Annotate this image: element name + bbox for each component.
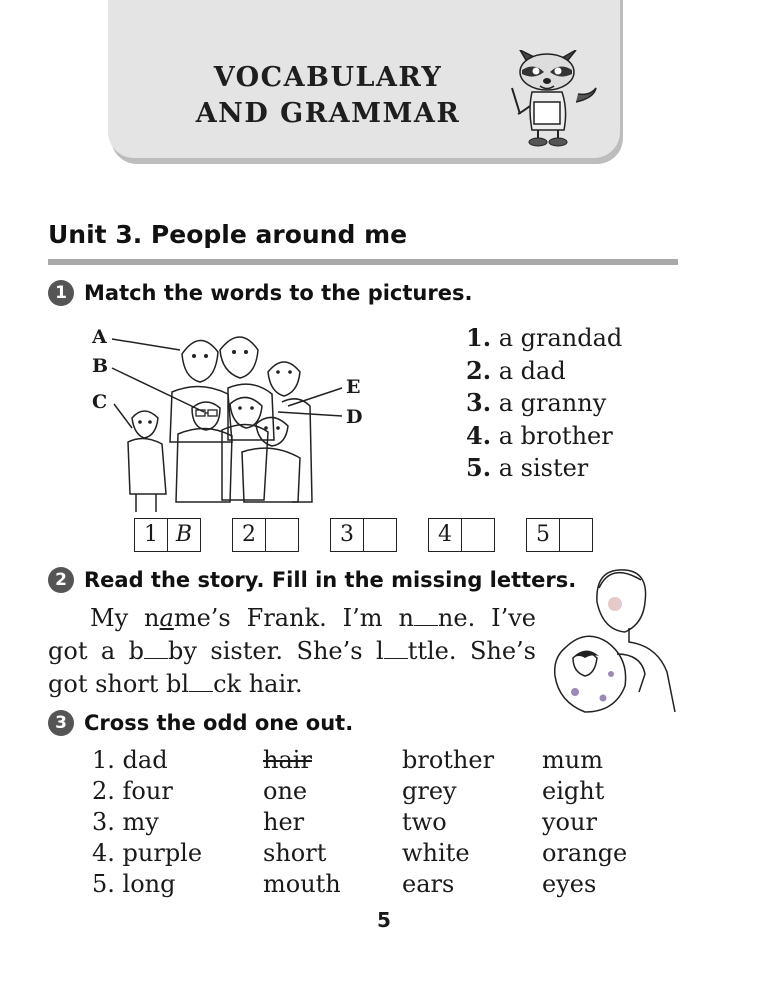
- picture-label-e: E: [346, 376, 361, 398]
- word-item: 3. a granny: [466, 388, 607, 417]
- odd-word[interactable]: 5. long: [92, 870, 176, 898]
- missing-letter-blank[interactable]: [189, 671, 213, 692]
- picture-label-a: A: [92, 326, 107, 348]
- answer-box-number: 1: [144, 522, 158, 547]
- answer-box-number: 3: [340, 522, 354, 547]
- answer-box-4[interactable]: [428, 518, 495, 552]
- missing-letter-blank[interactable]: [144, 638, 168, 659]
- odd-word[interactable]: one: [263, 777, 308, 805]
- word-item: 5. a sister: [466, 453, 589, 482]
- odd-word[interactable]: 4. purple: [92, 839, 203, 867]
- family-picture: [92, 322, 377, 518]
- odd-word[interactable]: eyes: [542, 870, 597, 898]
- header-line-1: VOCABULARY: [213, 62, 443, 93]
- odd-word[interactable]: her: [263, 808, 305, 836]
- header-line-2: AND GRAMMAR: [195, 98, 461, 129]
- unit-title: Unit 3. People around me: [48, 220, 408, 249]
- answer-box-1[interactable]: [134, 518, 201, 552]
- answer-box-2[interactable]: [232, 518, 299, 552]
- odd-word[interactable]: two: [402, 808, 447, 836]
- answer-box-number: 4: [438, 522, 452, 547]
- word-item: 4. a brother: [466, 420, 613, 450]
- odd-word: 1. dad: [92, 746, 168, 774]
- picture-label-c: C: [92, 391, 108, 413]
- section-header-title: [108, 60, 548, 132]
- unit-title-divider: [48, 259, 678, 265]
- exercise-3-instruction: Cross the odd one out.: [84, 711, 354, 735]
- picture-label-d: D: [346, 406, 363, 428]
- crossed-out-word[interactable]: hair: [263, 746, 312, 774]
- answer-box-value[interactable]: [559, 519, 592, 551]
- odd-word[interactable]: ears: [402, 870, 455, 898]
- answer-box-number: 2: [242, 522, 256, 547]
- answer-box-value[interactable]: B: [167, 519, 200, 551]
- picture-label-b: B: [92, 355, 109, 377]
- odd-word[interactable]: mum: [542, 746, 603, 774]
- man-with-baby-picture: [545, 562, 685, 718]
- answer-box-5[interactable]: [526, 518, 593, 552]
- missing-letter-blank[interactable]: [414, 605, 438, 626]
- odd-word[interactable]: your: [542, 808, 597, 836]
- filled-letter: a: [159, 604, 174, 632]
- answer-box-3[interactable]: [330, 518, 397, 552]
- missing-letter-blank[interactable]: [384, 638, 408, 659]
- odd-word[interactable]: 2. four: [92, 777, 173, 805]
- answer-box-value[interactable]: [363, 519, 396, 551]
- odd-word[interactable]: mouth: [263, 870, 341, 898]
- odd-one-out-row: [92, 745, 662, 776]
- odd-word[interactable]: eight: [542, 777, 605, 805]
- exercise-2-instruction: Read the story. Fill in the missing letters.: [84, 568, 577, 592]
- exercise-number-badge: 1: [48, 280, 74, 306]
- exercise-1-word-list: [466, 322, 622, 485]
- exercise-number-badge: 3: [48, 710, 74, 736]
- odd-word[interactable]: orange: [542, 839, 628, 867]
- odd-word[interactable]: brother: [402, 746, 495, 774]
- exercise-2-heading: [48, 567, 576, 593]
- exercise-2-story: My name’s Frank. I’m n ne. I’ve got a b by sister. She’s l ttle. She’s got short bl ck hair.: [48, 604, 536, 698]
- answer-box-number: 5: [536, 522, 550, 547]
- odd-word[interactable]: white: [402, 839, 470, 867]
- exercise-1-instruction: Match the words to the pictures.: [84, 281, 473, 305]
- exercise-number-badge: 2: [48, 567, 74, 593]
- word-item: 1. a grandad: [466, 323, 623, 352]
- odd-one-out-row: [92, 807, 662, 838]
- odd-word[interactable]: grey: [402, 777, 457, 805]
- odd-one-out-row: [92, 869, 662, 900]
- exercise-1-heading: [48, 280, 472, 306]
- word-item: 2. a dad: [466, 355, 566, 385]
- odd-one-out-row: [92, 776, 662, 807]
- odd-word[interactable]: short: [263, 839, 327, 867]
- raccoon-mascot-icon: [506, 50, 598, 150]
- answer-box-value[interactable]: [265, 519, 298, 551]
- page-number: 5: [377, 908, 391, 932]
- exercise-3-heading: [48, 710, 353, 736]
- odd-one-out-table: [92, 745, 662, 900]
- odd-one-out-row: [92, 838, 662, 869]
- answer-box-value[interactable]: [461, 519, 494, 551]
- odd-word[interactable]: 3. my: [92, 808, 159, 836]
